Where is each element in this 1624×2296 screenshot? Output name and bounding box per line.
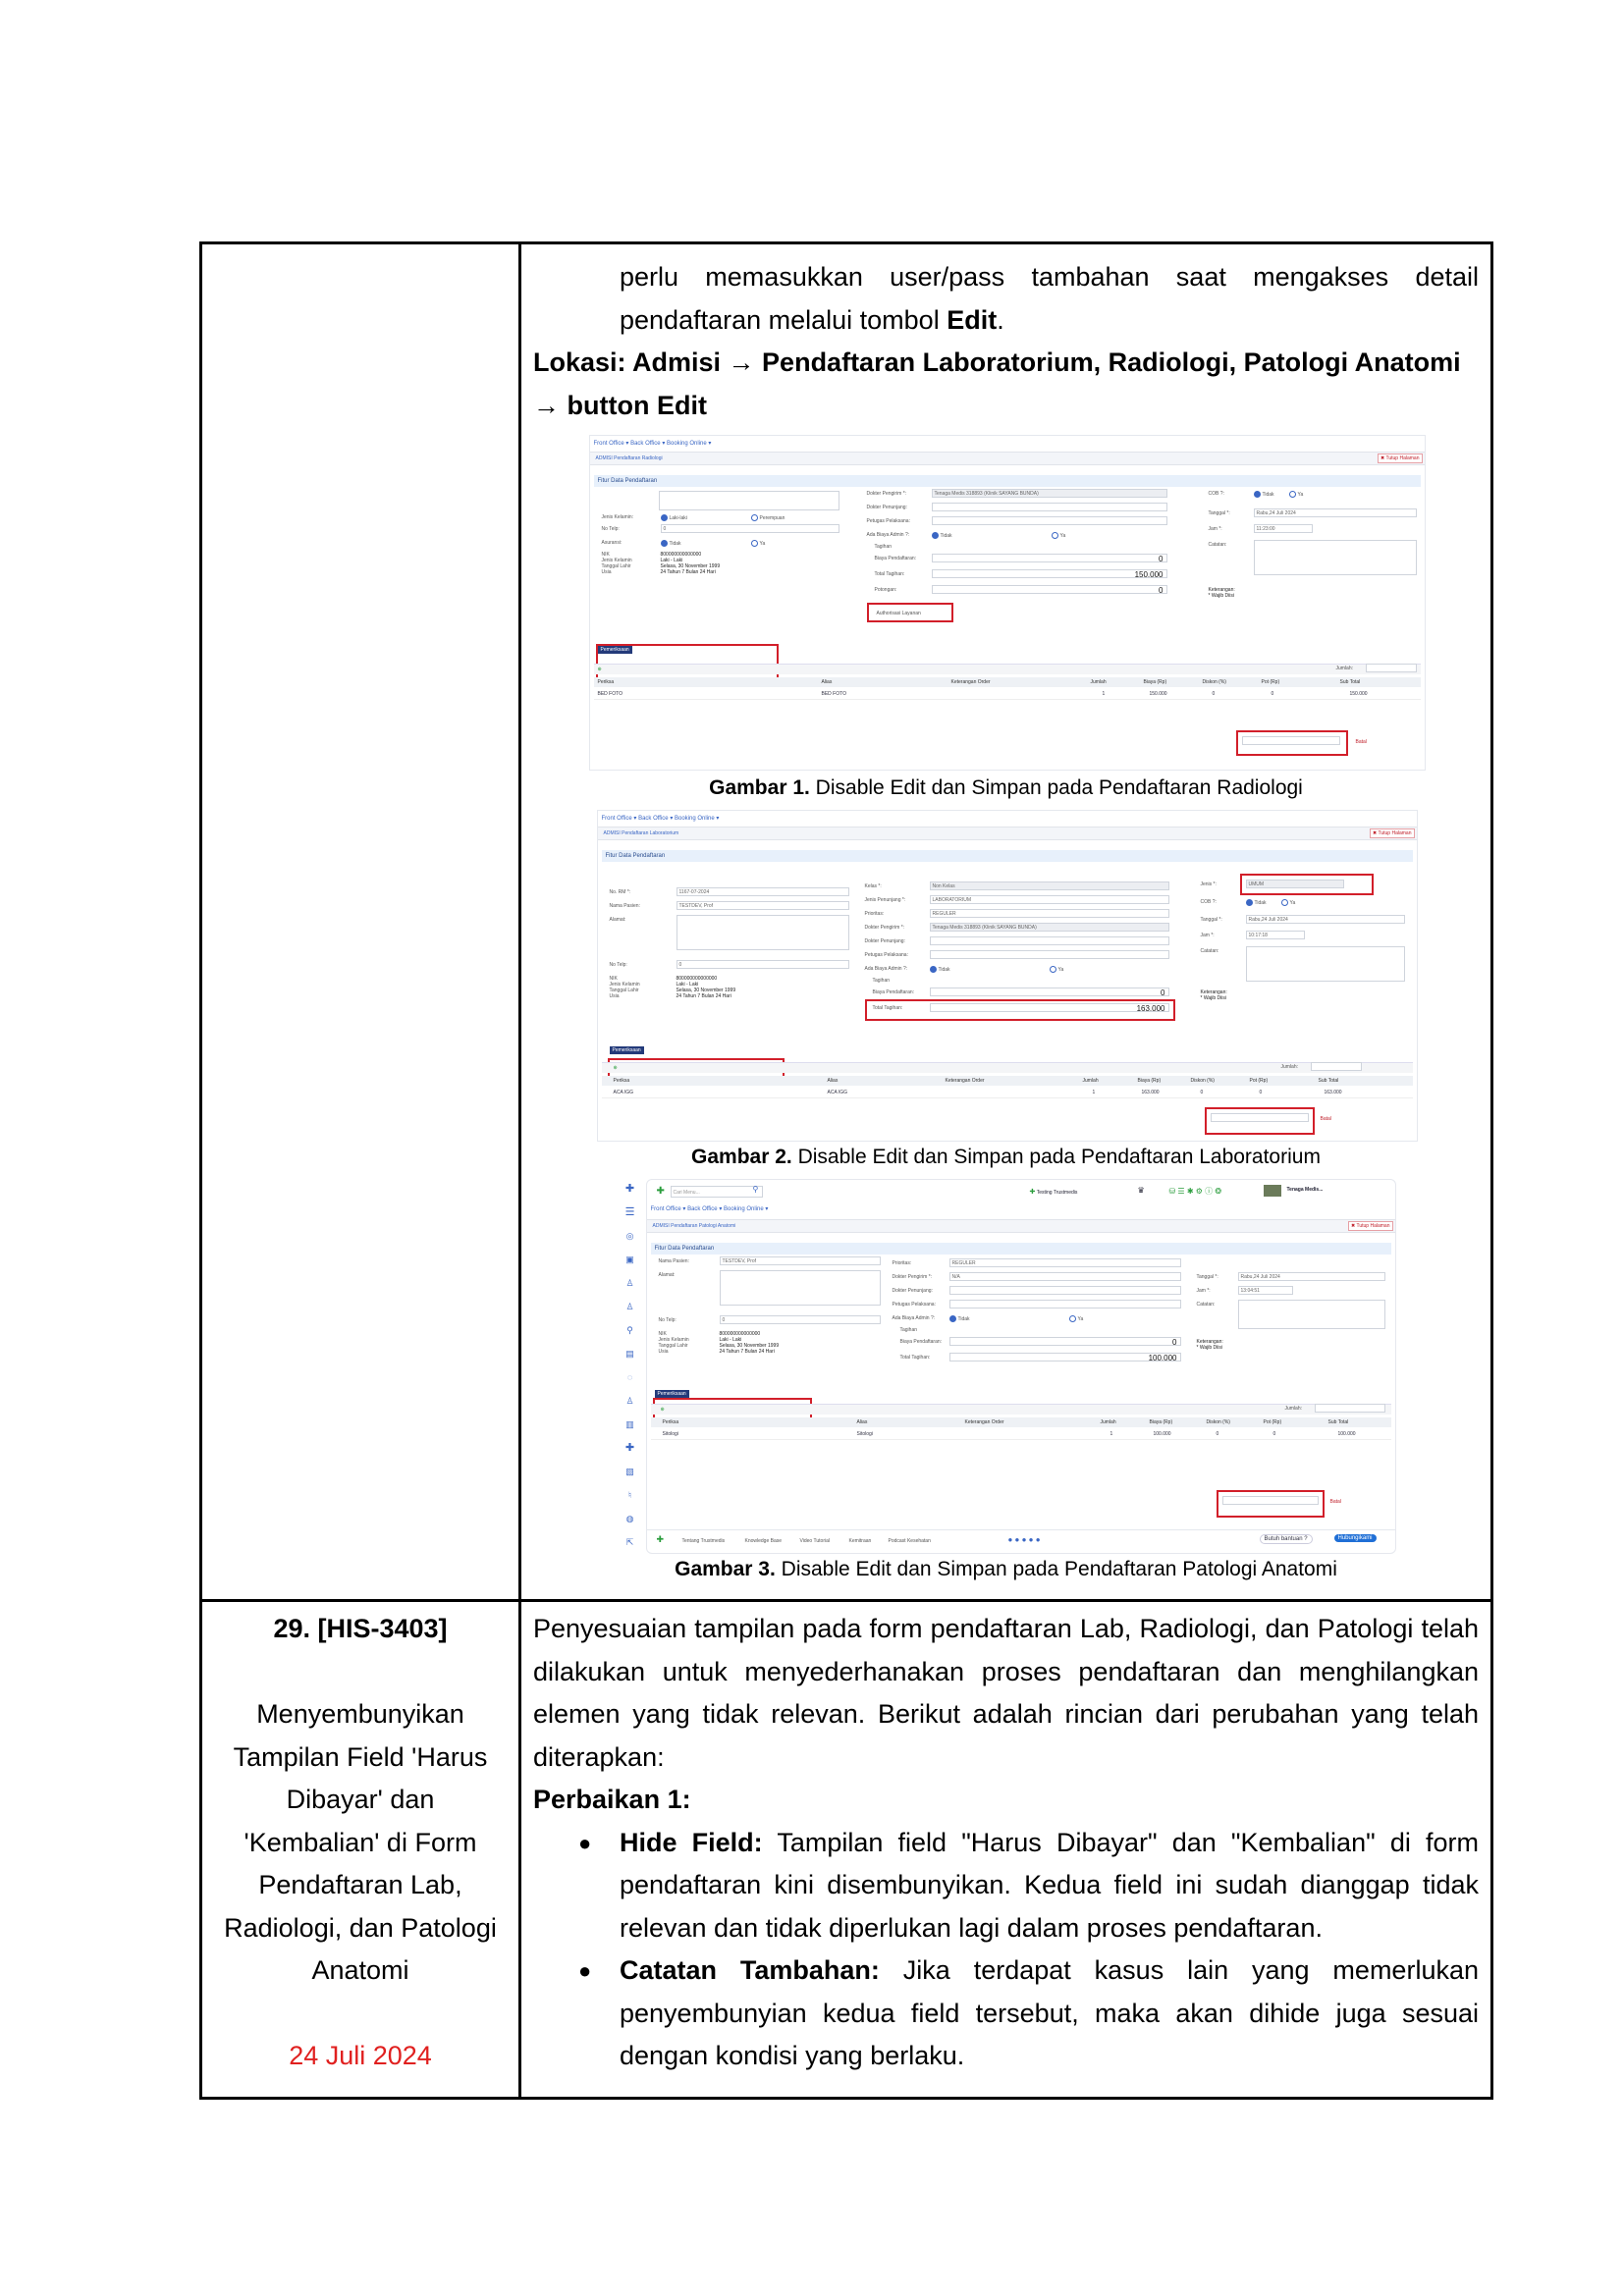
officer-label: Petugas Pelaksana:: [866, 518, 910, 524]
add-icon[interactable]: ⊕: [597, 667, 602, 672]
notes-input[interactable]: [1254, 540, 1417, 575]
table-row: Sitologi Sitologi 1 100.000 0 0 100.000: [651, 1429, 1391, 1440]
support-doctor-select[interactable]: [932, 503, 1167, 511]
footer-link[interactable]: Tentang Trustmedis: [681, 1538, 726, 1544]
qty-label: Jumlah:: [1335, 666, 1354, 671]
date-input[interactable]: Rabu,24 Juli 2024: [1246, 915, 1405, 924]
sidebar-icon[interactable]: ◍: [625, 1514, 634, 1523]
officer-select[interactable]: [949, 1300, 1181, 1308]
item-meta: [202, 1602, 518, 2078]
intro-paragraph: [521, 244, 1490, 342]
app-footer: [647, 1529, 1395, 1552]
officer-label: Petugas Pelaksana:: [864, 952, 908, 958]
date-label: Tanggal *:: [1208, 510, 1230, 516]
gender-male-option[interactable]: Laki-laki: [661, 514, 687, 521]
required-note: Keterangan: * Wajib Diisi: [1196, 1339, 1223, 1351]
screenshot-patologi: [617, 1179, 1396, 1554]
officer-select[interactable]: [932, 516, 1167, 525]
notes-label: Catatan:: [1208, 542, 1227, 548]
section-title: Fitur Data Pendaftaran: [594, 475, 1421, 487]
action-buttons[interactable]: [1222, 1496, 1319, 1505]
phone-input[interactable]: 0: [720, 1315, 881, 1324]
row2-right-cell: [520, 1601, 1492, 2099]
location-paragraph: [521, 342, 1490, 427]
support-type-select[interactable]: LABORATORIUM: [930, 895, 1169, 904]
item-title-line: Dibayar' dan: [286, 1785, 435, 1814]
address-input[interactable]: [677, 915, 849, 950]
time-input[interactable]: 13:04:51: [1238, 1286, 1293, 1295]
exam-table-header: Periksa Alias Keterangan Order Jumlah Biaya (Rp) Diskon (%) Pot (Rp) Sub Total: [594, 677, 1421, 687]
patient-name-label: Nama Pasien:: [609, 903, 640, 909]
intro-line-1: perlu memasukkan user/pass tambahan saat mengakses detail: [620, 262, 1479, 292]
table-row: BED FOTO BED FOTO 1 150.000 0 0 150.000: [594, 689, 1421, 700]
sidebar-icon[interactable]: ♙: [625, 1302, 634, 1311]
priority-select[interactable]: REGULER: [949, 1258, 1181, 1267]
notes-label: Catatan:: [1196, 1302, 1216, 1308]
phone-label: No Telp:: [601, 526, 620, 532]
address-label: Alamat:: [609, 917, 626, 923]
sidebar-icon[interactable]: ⇱: [625, 1537, 634, 1547]
sidebar-icon[interactable]: ◎: [625, 1231, 634, 1241]
date-label: Tanggal *:: [1196, 1274, 1218, 1280]
app-logo-icon: ✚: [624, 1183, 635, 1195]
app-main: [646, 1179, 1396, 1554]
mrn-label: No. RM *:: [609, 889, 631, 895]
bullet-icon: ●: [578, 1958, 592, 1983]
intro-line-2-text: pendaftaran melalui tombol: [620, 304, 947, 335]
breadcrumb: ADMISI Pendaftaran Radiologi: [590, 452, 1425, 465]
patient-info-labels: NIK Jenis Kelamin Tanggal Lahir Usia: [658, 1331, 689, 1355]
gender-label: Jenis Kelamin:: [601, 514, 634, 520]
exam-table-header: Periksa Alias Keterangan Order Jumlah Biaya (Rp) Diskon (%) Pot (Rp) Sub Total: [602, 1076, 1413, 1086]
patient-info-values: 800000000000000 Laki - Laki Selasa, 30 November 1999 24 Tahun 7 Bulan 24 Hari: [676, 976, 736, 999]
phone-label: No Telp:: [609, 962, 627, 968]
insurance-no-option[interactable]: Tidak: [661, 540, 681, 547]
qty-label: Jumlah:: [1284, 1406, 1303, 1412]
change-summary: Penyesuaian tampilan pada form pendaftaran Lab, Radiologi, dan Patologi telah dilakukan untuk menyederhanakan proses pendaftaran dan menghilangkan elemen yang tidak relevan. Berikut adalah rincian dari perubahan yang telah diterapkan:: [533, 1614, 1479, 1772]
cob-label: COB ?:: [1200, 899, 1217, 905]
referring-doctor-label: Dokter Pengirim *:: [864, 925, 905, 931]
address-label: Alamat:: [658, 1272, 676, 1278]
total-bill-value: 150.000: [932, 569, 1167, 578]
patient-name-input[interactable]: TESTDEV, Prof: [677, 901, 849, 910]
bullet-item: ● Catatan Tambahan: Jika terdapat kasus lain yang memerlukan penyembunyian kedua field tersebut, maka akan dihide juga sesuai dengan kondisi yang berlaku.: [521, 1949, 1490, 2078]
item-code: 29. [HIS-3403]: [273, 1614, 448, 1643]
action-buttons[interactable]: [1211, 1113, 1309, 1122]
table-row: [201, 1601, 1492, 2099]
exam-tab[interactable]: Pemeriksaan: [655, 1390, 689, 1398]
referring-doctor-select[interactable]: Tenaga Medis 318893 (Klinik SAYANG BUNDA): [930, 923, 1169, 932]
screenshot-radiologi: [589, 435, 1426, 771]
patient-info-labels: NIK Jenis Kelamin Tanggal Lahir Usia: [609, 976, 640, 999]
brand-label: ✚ Testing Trustmedis: [1029, 1189, 1078, 1196]
phone-input[interactable]: 0: [661, 524, 839, 533]
sidebar-icon[interactable]: ♙: [625, 1396, 634, 1406]
referring-doctor-select[interactable]: Tenaga Medis 318893 (Klinik SAYANG BUNDA): [932, 489, 1167, 498]
admin-fee-yes-option[interactable]: Ya: [1052, 532, 1066, 539]
time-input[interactable]: 11:23:00: [1254, 524, 1313, 533]
notes-label: Catatan:: [1200, 948, 1219, 954]
total-bill-label: Total Tagihan:: [899, 1355, 931, 1361]
sidebar-icon[interactable]: ▤: [625, 1349, 634, 1359]
priority-label: Prioritas:: [864, 911, 885, 917]
figure-1-caption: Gambar 1. Disable Edit dan Simpan pada Pendaftaran Radiologi: [709, 776, 1303, 799]
referring-doctor-label: Dokter Pengirim *:: [866, 491, 907, 497]
location-line-2: → button Edit: [533, 390, 707, 420]
admin-fee-label: Ada Biaya Admin ?:: [866, 532, 910, 538]
support-doctor-label: Dokter Penunjang:: [864, 938, 905, 944]
date-label: Tanggal *:: [1200, 917, 1222, 923]
address-field[interactable]: [659, 491, 839, 510]
screenshot-laboratorium: [597, 810, 1418, 1142]
location-line-1: Lokasi: Admisi → Pendaftaran Laboratorium, Radiologi, Patologi Anatomi: [533, 347, 1461, 377]
time-input[interactable]: 10:17:18: [1246, 931, 1305, 939]
date-input[interactable]: Rabu,24 Juli 2024: [1254, 508, 1417, 517]
row2-left-cell: [201, 1601, 520, 2099]
exam-tab[interactable]: Pemeriksaan: [610, 1046, 644, 1054]
cob-no-option[interactable]: Tidak: [1254, 491, 1274, 498]
intro-line-2-end: .: [997, 304, 1004, 335]
cob-label: COB ?:: [1208, 491, 1224, 497]
patient-info-labels: NIK Jenis Kelamin Tanggal Lahir Usia: [601, 552, 632, 575]
highlight-authorization: [867, 603, 953, 622]
authorization-button[interactable]: Authorisasi Layanan: [876, 611, 921, 616]
admin-fee-yes-option[interactable]: Ya: [1050, 966, 1064, 973]
sidebar-icon[interactable]: ✚: [624, 1442, 635, 1454]
figure-2: [597, 810, 1416, 1144]
bullet-icon: ●: [578, 1830, 592, 1855]
qty-input[interactable]: [1366, 664, 1417, 672]
item-title-line: Radiologi, dan Patologi: [224, 1912, 497, 1943]
time-label: Jam *:: [1196, 1288, 1211, 1294]
toolbar-icons[interactable]: ⛁ ☰ ✱ ⚙ ⓘ ❂: [1168, 1187, 1222, 1196]
content-table: [199, 241, 1493, 2100]
action-buttons[interactable]: [1242, 736, 1340, 745]
sidebar-icon[interactable]: ▣: [625, 1255, 634, 1264]
insurance-yes-option[interactable]: Ya: [751, 540, 766, 547]
patient-info-values: 800000000000000 Laki - Laki Selasa, 30 November 1999 24 Tahun 7 Bulan 24 Hari: [719, 1331, 780, 1355]
search-icon[interactable]: ⚲: [752, 1185, 759, 1194]
trustmedis-logo-icon: ✚: [656, 1186, 665, 1197]
billing-label: Tagihan: [899, 1327, 918, 1333]
highlight-total-bill: [865, 999, 1175, 1021]
exam-table-header: Periksa Alias Keterangan Order Jumlah Biaya (Rp) Diskon (%) Pot (Rp) Sub Total: [651, 1417, 1391, 1427]
registration-fee-value: 0: [949, 1337, 1181, 1346]
total-bill-label: Total Tagihan:: [872, 1005, 903, 1011]
phone-label: No Telp:: [658, 1317, 677, 1323]
sidebar-icon[interactable]: ◌: [626, 1372, 633, 1382]
exam-toolbar: [594, 664, 1421, 674]
address-input[interactable]: [720, 1270, 881, 1306]
item-title-line: Pendaftaran Lab,: [258, 1870, 462, 1899]
sidebar-icon[interactable]: ▧: [625, 1467, 634, 1476]
patient-info-values: 800000000000000 Laki - Laki Selasa, 30 November 1999 24 Tahun 7 Bulan 24 Hari: [660, 552, 721, 575]
class-label: Kelas *:: [864, 883, 882, 889]
close-page-button[interactable]: ✖ Tutup Halaman: [1370, 828, 1415, 838]
officer-select[interactable]: [930, 950, 1169, 959]
user-name[interactable]: Tenaga Medis...: [1286, 1187, 1324, 1193]
admin-fee-label: Ada Biaya Admin ?:: [892, 1315, 936, 1321]
priority-label: Prioritas:: [892, 1260, 912, 1266]
item-title-line: Menyembunyikan: [256, 1699, 464, 1729]
intro-line-2: [620, 299, 1479, 343]
cob-no-option[interactable]: Tidak: [1246, 899, 1267, 906]
discount-label: Potongan:: [874, 587, 897, 593]
bullet-item: ● Hide Field: Tampilan field "Harus Dibayar" dan "Kembalian" di form pendaftaran kini disembunyikan. Kedua field ini sudah dianggap tidak relevan dan tidak diperlukan lagi dalam proses pendaftaran.: [521, 1822, 1490, 1950]
row1-right-cell: [520, 243, 1492, 1601]
registration-fee-value: 0: [932, 554, 1167, 562]
discount-value: 0: [932, 585, 1167, 594]
payment-type-select[interactable]: UMUM: [1246, 880, 1344, 888]
section-title: Fitur Data Pendaftaran: [651, 1243, 1391, 1255]
cob-yes-option[interactable]: Ya: [1281, 899, 1296, 906]
help-label: Butuh bantuan ?: [1260, 1534, 1313, 1544]
patient-name-input[interactable]: TESTDEV, Prof: [720, 1256, 881, 1265]
total-bill-value: 163.000: [930, 1003, 1169, 1012]
figure-2-caption: Gambar 2. Disable Edit dan Simpan pada Pendaftaran Laboratorium: [691, 1146, 1321, 1168]
phone-input[interactable]: 0: [677, 960, 849, 969]
add-icon[interactable]: ⊕: [613, 1065, 618, 1071]
search-input[interactable]: Cari Menu...: [671, 1186, 763, 1198]
payment-type-label: Jenis *:: [1200, 881, 1217, 887]
footer-logo-icon: ✚: [656, 1534, 665, 1544]
footer-link[interactable]: Podcast Kesehatan: [888, 1538, 931, 1544]
admin-fee-no-option[interactable]: Tidak: [930, 966, 950, 973]
cancel-button[interactable]: Batal: [1329, 1499, 1341, 1505]
qty-label: Jumlah:: [1280, 1064, 1299, 1070]
sidebar-icon[interactable]: ♙: [625, 1278, 634, 1288]
edit-keyword: Edit: [947, 304, 998, 335]
registration-fee-label: Biaya Pendaftaran:: [874, 556, 917, 561]
admin-fee-no-option[interactable]: Tidak: [949, 1315, 970, 1322]
exam-toolbar: [651, 1404, 1391, 1415]
registration-fee-value: 0: [930, 988, 1169, 996]
item-date: 24 Juli 2024: [289, 2041, 432, 2070]
table-row: ACA IGG ACA IGG 1 163.000 0 0 163.000: [602, 1088, 1413, 1098]
admin-fee-label: Ada Biaya Admin ?:: [864, 966, 908, 972]
footer-link[interactable]: Knowledge Base: [744, 1538, 783, 1544]
date-input[interactable]: Rabu,24 Juli 2024: [1238, 1272, 1385, 1281]
support-doctor-select[interactable]: [930, 936, 1169, 945]
footer-link[interactable]: Video Tutorial: [799, 1538, 830, 1544]
exam-tab[interactable]: Pemeriksaan: [598, 646, 632, 654]
close-page-button[interactable]: ✖ Tutup Halaman: [1378, 454, 1423, 463]
section-title: Fitur Data Pendaftaran: [602, 850, 1413, 862]
add-icon[interactable]: ⊕: [660, 1407, 665, 1413]
table-row: [201, 243, 1492, 1601]
cancel-button[interactable]: Batal: [1355, 739, 1367, 745]
notes-input[interactable]: [1246, 946, 1405, 982]
contact-button[interactable]: Hubungikami: [1334, 1534, 1377, 1542]
row1-left-cell: [201, 243, 520, 1601]
support-doctor-label: Dokter Penunjang:: [866, 505, 907, 510]
class-select[interactable]: Non Kelas: [930, 881, 1169, 890]
insurance-label: Asuransi:: [601, 540, 623, 546]
highlight-payment-type: [1240, 874, 1374, 895]
registration-fee-label: Biaya Pendaftaran:: [899, 1339, 943, 1345]
top-nav[interactable]: Front Office ▾ Back Office ▾ Booking Online ▾: [598, 813, 1417, 825]
support-doctor-select[interactable]: [949, 1286, 1181, 1295]
sidebar-icon[interactable]: ⚲: [626, 1325, 633, 1335]
crown-icon[interactable]: ♛: [1137, 1186, 1145, 1195]
figure-3: [617, 1179, 1396, 1556]
app-sidebar: [617, 1179, 646, 1554]
qty-input[interactable]: [1311, 1062, 1362, 1071]
billing-label: Tagihan: [872, 978, 891, 984]
item-title-line: Tampilan Field 'Harus: [233, 1741, 488, 1772]
top-nav[interactable]: Front Office ▾ Back Office ▾ Booking Online ▾: [590, 438, 1425, 450]
admin-fee-yes-option[interactable]: Ya: [1069, 1315, 1084, 1322]
total-bill-label: Total Tagihan:: [874, 571, 905, 577]
menu-icon[interactable]: ☰: [624, 1206, 635, 1218]
support-type-label: Jenis Penunjang *:: [864, 897, 906, 903]
mrn-input[interactable]: 1167-07-2024: [677, 887, 849, 896]
officer-label: Petugas Pelaksana:: [892, 1302, 936, 1308]
sidebar-icon[interactable]: ▥: [625, 1419, 634, 1429]
support-doctor-label: Dokter Penunjang:: [892, 1288, 933, 1294]
priority-select[interactable]: REGULER: [930, 909, 1169, 918]
avatar[interactable]: [1264, 1185, 1281, 1197]
time-label: Jam *:: [1208, 526, 1222, 532]
required-note: Keterangan: * Wajib Diisi: [1208, 587, 1235, 599]
billing-label: Tagihan: [874, 544, 893, 550]
top-nav[interactable]: Front Office ▾ Back Office ▾ Booking Online ▾: [647, 1203, 1395, 1215]
figure-1: [589, 435, 1424, 774]
required-note: Keterangan: * Wajib Diisi: [1200, 989, 1227, 1001]
time-label: Jam *:: [1200, 933, 1215, 938]
notes-input[interactable]: [1238, 1300, 1385, 1329]
sidebar-icon[interactable]: ♮: [627, 1490, 632, 1500]
total-bill-value: 100.000: [949, 1353, 1181, 1362]
item-title-line: 'Kembalian' di Form: [244, 1827, 477, 1857]
social-icons[interactable]: ● ● ● ● ●: [1007, 1535, 1041, 1544]
qty-input[interactable]: [1315, 1404, 1385, 1413]
footer-link[interactable]: Kemitraan: [848, 1538, 872, 1544]
breadcrumb: ADMISI Pendaftaran Patologi Anatomi: [647, 1219, 1395, 1233]
admin-fee-no-option[interactable]: Tidak: [932, 532, 952, 539]
figure-3-caption: Gambar 3. Disable Edit dan Simpan pada Pendaftaran Patologi Anatomi: [675, 1558, 1337, 1580]
referring-doctor-label: Dokter Pengirim *:: [892, 1274, 933, 1280]
cob-yes-option[interactable]: Ya: [1289, 491, 1304, 498]
gender-female-option[interactable]: Perempuan: [751, 514, 785, 521]
fix-heading: Perbaikan 1:: [533, 1785, 691, 1814]
referring-doctor-select[interactable]: N/A: [949, 1272, 1181, 1281]
breadcrumb: ADMISI Pendaftaran Laboratorium: [598, 827, 1417, 840]
item-title-line: Anatomi: [311, 1955, 409, 1985]
registration-fee-label: Biaya Pendaftaran:: [872, 989, 915, 995]
close-page-button[interactable]: ✖ Tutup Halaman: [1348, 1221, 1393, 1231]
patient-name-label: Nama Pasien:: [658, 1258, 689, 1264]
cancel-button[interactable]: Batal: [1320, 1116, 1331, 1122]
